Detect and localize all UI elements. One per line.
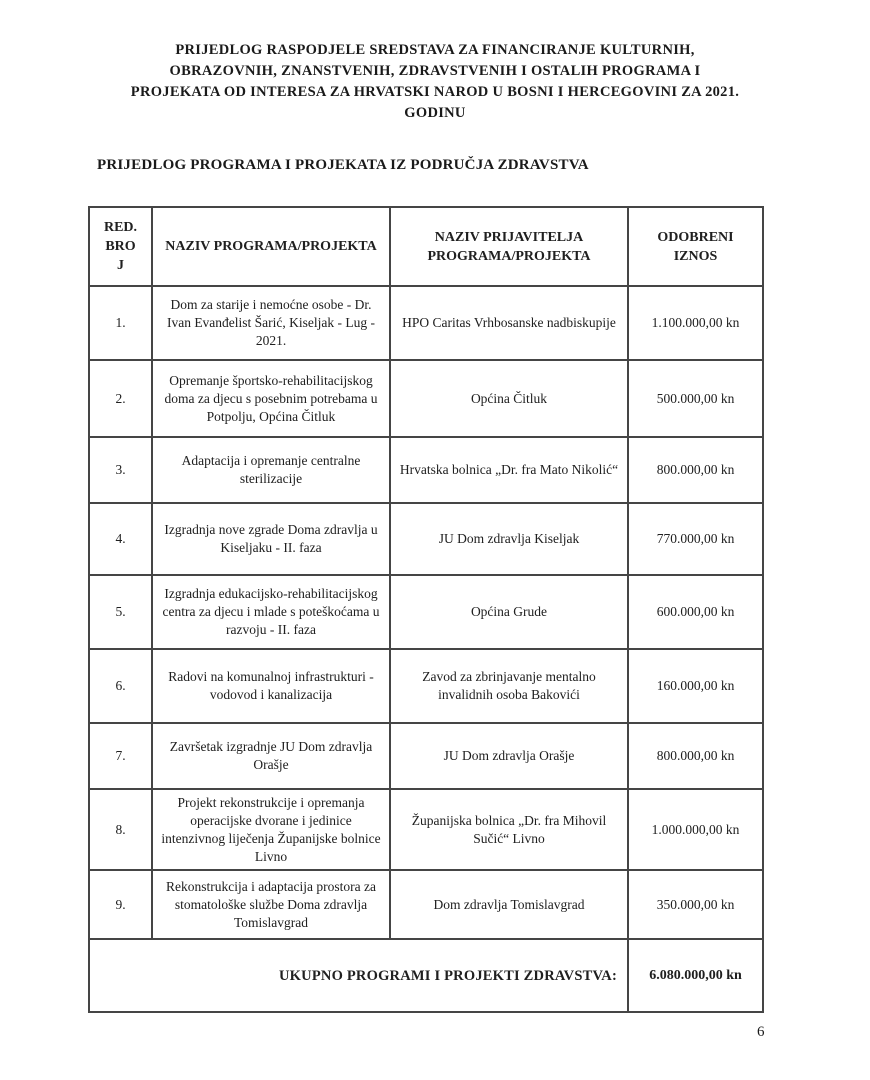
table-row bbox=[89, 649, 763, 723]
cell-program-name: Završetak izgradnje JU Dom zdravlja Orašje bbox=[152, 723, 390, 789]
table-row bbox=[89, 360, 763, 437]
cell-row-number: 8. bbox=[89, 789, 152, 870]
cell-applicant-name: Općina Grude bbox=[390, 575, 628, 649]
document-title-line: PRIJEDLOG RASPODJELE SREDSTAVA ZA FINANCIRANJE KULTURNIH, bbox=[175, 42, 695, 58]
allocation-table bbox=[88, 206, 764, 1013]
header-red-broj-line: J bbox=[117, 258, 124, 273]
table-row bbox=[89, 723, 763, 789]
cell-row-number: 3. bbox=[89, 437, 152, 503]
cell-applicant-name: Općina Čitluk bbox=[390, 360, 628, 437]
header-red-broj-line: BRO bbox=[105, 239, 136, 254]
header-red-broj-line: RED. bbox=[103, 220, 138, 235]
table-header-row bbox=[89, 207, 763, 286]
header-naziv-prijavitelja: NAZIV PRIJAVITELJA PROGRAMA/PROJEKTA bbox=[390, 207, 628, 286]
cell-row-number: 1. bbox=[89, 286, 152, 360]
cell-program-name: Rekonstrukcija i adaptacija prostora za stomatološke službe Doma zdravlja Tomislavgrad bbox=[152, 870, 390, 939]
table-row bbox=[89, 870, 763, 939]
cell-row-number: 4. bbox=[89, 503, 152, 575]
header-naziv-programa: NAZIV PROGRAMA/PROJEKTA bbox=[152, 207, 390, 286]
document-title-line: PROJEKATA OD INTERESA ZA HRVATSKI NAROD U BOSNI I HERCEGOVINI ZA 2021. bbox=[130, 84, 740, 100]
table-row bbox=[89, 437, 763, 503]
cell-approved-amount: 500.000,00 kn bbox=[628, 360, 763, 437]
cell-approved-amount: 770.000,00 kn bbox=[628, 503, 763, 575]
total-label: UKUPNO PROGRAMI I PROJEKTI ZDRAVSTVA: bbox=[89, 939, 628, 1012]
cell-row-number: 2. bbox=[89, 360, 152, 437]
cell-program-name: Izgradnja edukacijsko-rehabilitacijskog centra za djecu i mlade s poteškoćama u razvoju - II. faza bbox=[152, 575, 390, 649]
cell-applicant-name: JU Dom zdravlja Kiseljak bbox=[390, 503, 628, 575]
cell-approved-amount: 350.000,00 kn bbox=[628, 870, 763, 939]
header-red-broj bbox=[89, 207, 152, 286]
cell-program-name: Projekt rekonstrukcije i opremanja operacijske dvorane i jedinice intenzivnog liječenja Županijske bolnice Livno bbox=[152, 789, 390, 870]
cell-approved-amount: 1.100.000,00 kn bbox=[628, 286, 763, 360]
table-row bbox=[89, 789, 763, 870]
table-row bbox=[89, 503, 763, 575]
document-title bbox=[0, 0, 870, 124]
total-amount: 6.080.000,00 kn bbox=[628, 939, 763, 1012]
cell-approved-amount: 800.000,00 kn bbox=[628, 437, 763, 503]
cell-applicant-name: Hrvatska bolnica „Dr. fra Mato Nikolić“ bbox=[390, 437, 628, 503]
section-heading: PRIJEDLOG PROGRAMA I PROJEKATA IZ PODRUČJA ZDRAVSTVA bbox=[97, 157, 589, 173]
cell-approved-amount: 1.000.000,00 kn bbox=[628, 789, 763, 870]
table-row bbox=[89, 575, 763, 649]
table-row bbox=[89, 286, 763, 360]
page-number: 6 bbox=[757, 1024, 765, 1040]
cell-program-name: Dom za starije i nemoćne osobe - Dr. Ivan Evanđelist Šarić, Kiseljak - Lug - 2021. bbox=[152, 286, 390, 360]
cell-applicant-name: JU Dom zdravlja Orašje bbox=[390, 723, 628, 789]
cell-program-name: Izgradnja nove zgrade Doma zdravlja u Kiseljaku - II. faza bbox=[152, 503, 390, 575]
table-total-row bbox=[89, 939, 763, 1012]
cell-row-number: 5. bbox=[89, 575, 152, 649]
header-odobreni-iznos: ODOBRENI IZNOS bbox=[628, 207, 763, 286]
cell-row-number: 7. bbox=[89, 723, 152, 789]
cell-row-number: 9. bbox=[89, 870, 152, 939]
cell-applicant-name: HPO Caritas Vrhbosanske nadbiskupije bbox=[390, 286, 628, 360]
cell-program-name: Opremanje športsko-rehabilitacijskog doma za djecu s posebnim potrebama u Potpolju, Općina Čitluk bbox=[152, 360, 390, 437]
cell-approved-amount: 800.000,00 kn bbox=[628, 723, 763, 789]
document-title-line: GODINU bbox=[404, 105, 466, 121]
cell-program-name: Radovi na komunalnoj infrastrukturi - vodovod i kanalizacija bbox=[152, 649, 390, 723]
cell-approved-amount: 160.000,00 kn bbox=[628, 649, 763, 723]
cell-row-number: 6. bbox=[89, 649, 152, 723]
cell-applicant-name: Zavod za zbrinjavanje mentalno invalidnih osoba Bakovići bbox=[390, 649, 628, 723]
document-title-line: OBRAZOVNIH, ZNANSTVENIH, ZDRAVSTVENIH I OSTALIH PROGRAMA I bbox=[169, 63, 701, 79]
cell-applicant-name: Županijska bolnica „Dr. fra Mihovil Sučić“ Livno bbox=[390, 789, 628, 870]
cell-approved-amount: 600.000,00 kn bbox=[628, 575, 763, 649]
cell-applicant-name: Dom zdravlja Tomislavgrad bbox=[390, 870, 628, 939]
cell-program-name: Adaptacija i opremanje centralne sterilizacije bbox=[152, 437, 390, 503]
